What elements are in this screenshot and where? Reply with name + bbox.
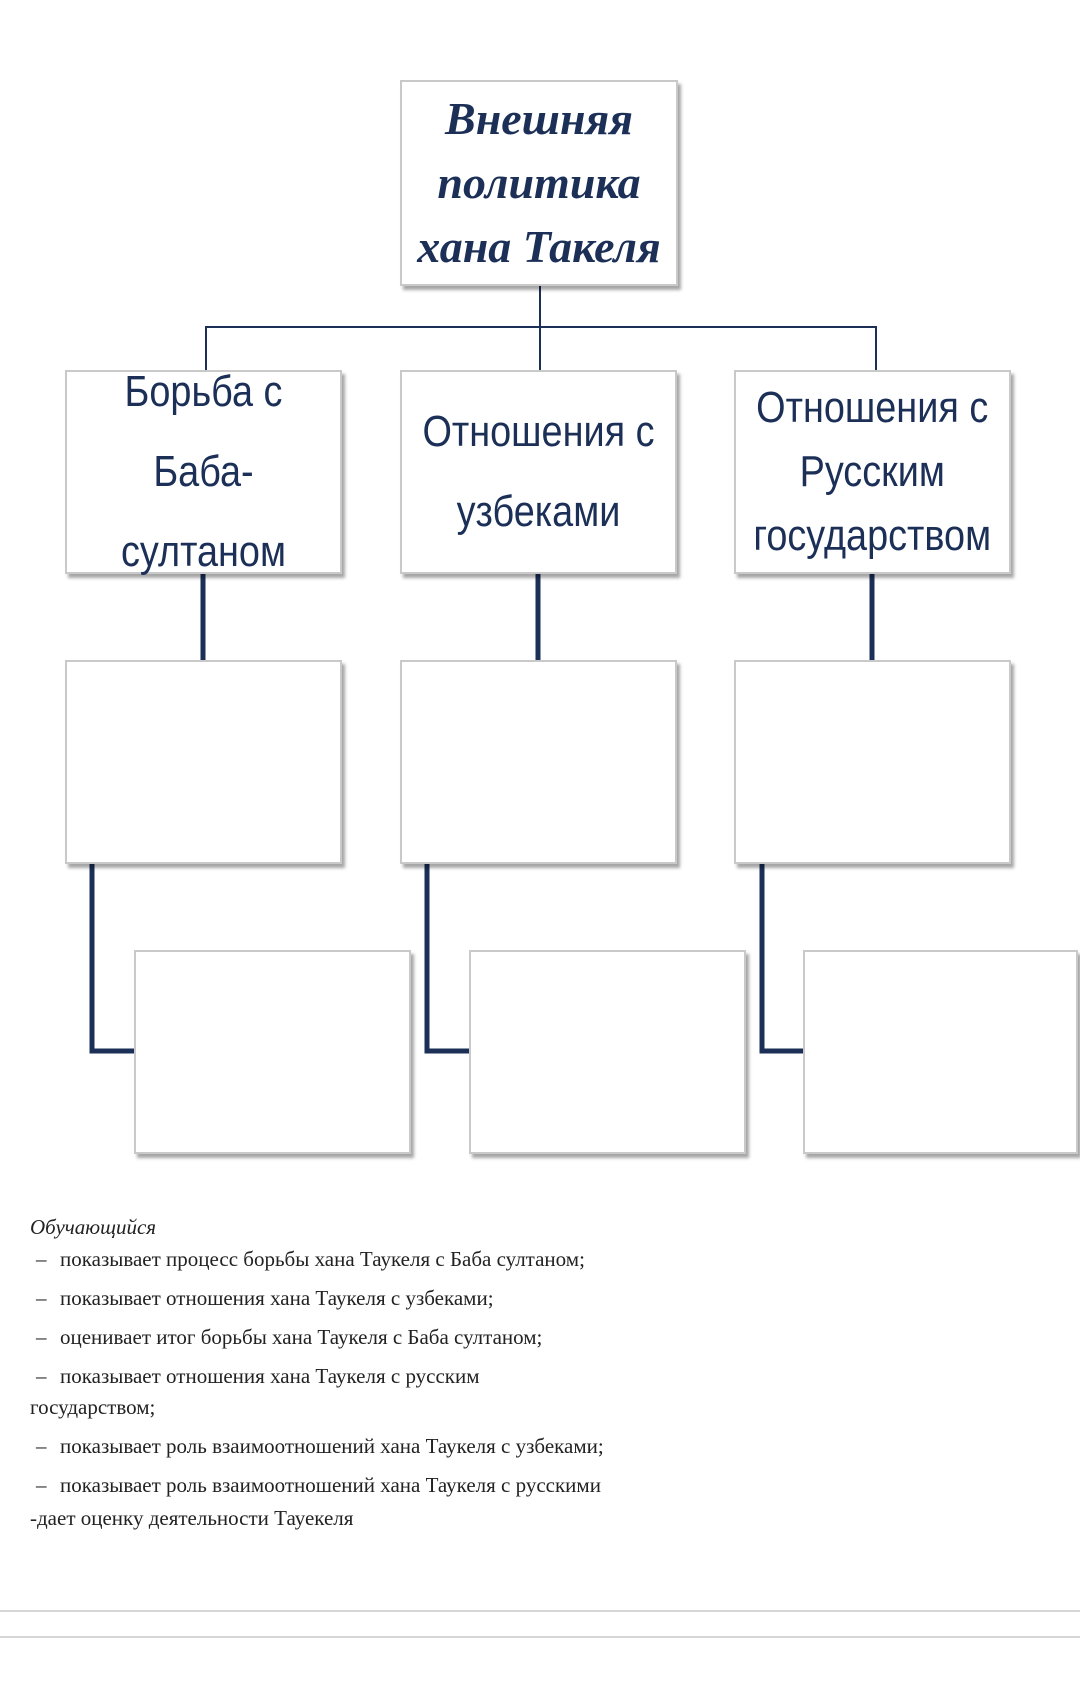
connector-branch2-level3 <box>427 866 471 1051</box>
criteria-heading: Обучающийся <box>30 1215 157 1239</box>
assessment-criteria <box>30 1212 730 1542</box>
separator-line-bottom <box>0 1636 1080 1638</box>
criteria-last-line: -дает оценку деятельности Тауекеля <box>30 1506 354 1530</box>
criteria-item-text: показывает роль взаимоотношений хана Таукеля с узбеками; <box>60 1434 604 1458</box>
criteria-item <box>30 1431 730 1462</box>
root-title: Внешняя политика хана Такеля <box>417 93 661 272</box>
empty-box-baba-sultan-level3 <box>134 950 411 1154</box>
criteria-item-text: показывает роль взаимоотношений хана Таукеля с русскими <box>60 1473 601 1497</box>
root-box <box>400 80 678 286</box>
branch-box-russia <box>734 370 1011 574</box>
criteria-item <box>30 1470 730 1501</box>
connector-branch1-level3 <box>92 866 136 1051</box>
criteria-item <box>30 1322 730 1353</box>
criteria-item <box>30 1244 730 1275</box>
criteria-item-text: показывает отношения хана Таукеля с узбеками; <box>60 1286 494 1310</box>
empty-box-russia-level3 <box>803 950 1078 1154</box>
empty-box-baba-sultan-level2 <box>65 660 342 864</box>
branch-box-baba-sultan <box>65 367 342 576</box>
branch-title-baba-sultan: Борьба с Баба-султаном <box>120 367 286 576</box>
empty-box-uzbeks-level2 <box>400 660 677 864</box>
criteria-item-text: показывает отношения хана Таукеля с русским государством; <box>30 1364 480 1419</box>
branch-title-russia: Отношения с Русским государством <box>753 383 992 560</box>
branch-title-uzbeks: Отношения с узбеками <box>422 407 655 536</box>
criteria-item-text: показывает процесс борьбы хана Таукеля с Баба султаном; <box>60 1247 585 1271</box>
criteria-dash: – <box>36 1325 47 1349</box>
criteria-item <box>30 1283 730 1314</box>
criteria-item <box>30 1361 560 1423</box>
connector-branch3-level3 <box>762 866 806 1051</box>
empty-box-russia-level2 <box>734 660 1011 864</box>
separator-line-top <box>0 1610 1080 1612</box>
branch-box-uzbeks <box>400 370 677 574</box>
criteria-dash: – <box>36 1247 47 1271</box>
criteria-item-text: оценивает итог борьбы хана Таукеля с Баба султаном; <box>60 1325 543 1349</box>
criteria-dash: – <box>36 1434 47 1458</box>
criteria-dash: – <box>36 1473 47 1497</box>
criteria-dash: – <box>36 1286 47 1310</box>
empty-box-uzbeks-level3 <box>469 950 746 1154</box>
criteria-dash: – <box>36 1364 47 1388</box>
